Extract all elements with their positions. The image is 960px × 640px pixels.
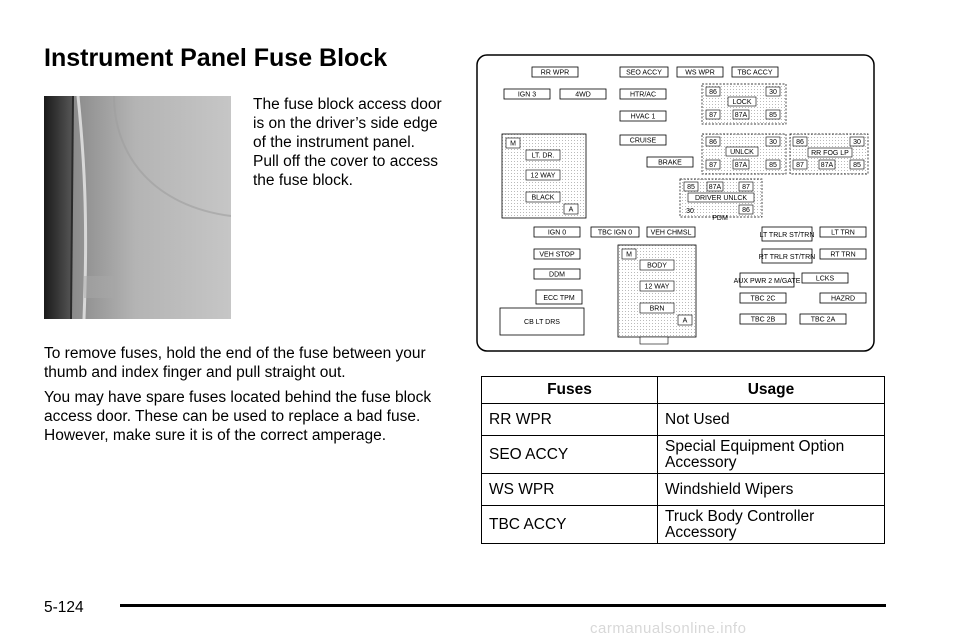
- fuse-lcks: [802, 273, 848, 283]
- table-row: [482, 506, 885, 544]
- svg-text:HVAC 1: HVAC 1: [630, 113, 656, 121]
- intro-paragraph: The fuse block access door is on the driver’s side edge of the instrument panel. Pull off the cover to access the fuse block.: [253, 96, 442, 189]
- svg-text:M: M: [510, 140, 516, 148]
- table-row: [482, 436, 885, 474]
- fuse-hazrd: [820, 293, 866, 303]
- svg-text:BODY: BODY: [647, 262, 667, 270]
- fuse-ign-0: [534, 227, 580, 237]
- fuse-ecc-tpm: [536, 290, 582, 304]
- fuse-cell: TBC ACCY: [482, 506, 658, 544]
- svg-text:TBC 2B: TBC 2B: [750, 316, 776, 324]
- fuse-tbc-2b: [740, 314, 786, 324]
- usage-cell: Windshield Wipers: [658, 474, 885, 506]
- fuse-rr-wpr: [532, 67, 578, 77]
- fuse-veh-stop: [534, 249, 580, 259]
- fuse-cell: RR WPR: [482, 404, 658, 436]
- svg-text:86: 86: [796, 139, 804, 146]
- svg-text:LT TRN: LT TRN: [831, 229, 855, 237]
- fuse-hvac-1: [620, 111, 666, 121]
- svg-text:WS WPR: WS WPR: [685, 69, 715, 77]
- svg-text:4WD: 4WD: [575, 91, 591, 99]
- svg-text:RR WPR: RR WPR: [540, 69, 570, 77]
- svg-text:ECC TPM: ECC TPM: [543, 295, 575, 302]
- svg-text:87: 87: [742, 184, 750, 191]
- svg-text:UNLCK: UNLCK: [730, 149, 754, 156]
- svg-text:CB LT DRS: CB LT DRS: [524, 319, 560, 326]
- svg-text:PDM: PDM: [712, 215, 728, 222]
- svg-text:87A: 87A: [734, 162, 748, 169]
- fuse-block-door-photo: [44, 96, 231, 319]
- svg-text:TBC 2A: TBC 2A: [810, 316, 836, 324]
- page-number: 5-124: [44, 599, 84, 616]
- column-header-usage: Usage: [658, 377, 885, 404]
- svg-text:BLACK: BLACK: [531, 194, 555, 202]
- fuse-ws-wpr: [677, 67, 723, 77]
- fuse-tbc-2a: [800, 314, 846, 324]
- fuse-tbc-2c: [740, 293, 786, 303]
- relay-driver-unlck-pdm: [680, 179, 762, 222]
- svg-text:30: 30: [686, 208, 694, 215]
- svg-text:86: 86: [709, 139, 717, 146]
- fuse-ddm: [534, 269, 580, 279]
- svg-text:HTR/AC: HTR/AC: [629, 91, 657, 99]
- fuse-ign-3: [504, 89, 550, 99]
- svg-text:DDM: DDM: [549, 271, 565, 279]
- svg-text:HAZRD: HAZRD: [830, 295, 856, 303]
- svg-text:LOCK: LOCK: [732, 99, 752, 106]
- fuse-block-diagram: [474, 52, 877, 354]
- svg-text:85: 85: [687, 184, 695, 191]
- table-header-row: [482, 377, 885, 404]
- fuse-tbc-ign-0: [591, 227, 639, 237]
- remove-fuses-paragraph: To remove fuses, hold the end of the fuse between your thumb and index finger and pull straight out.: [44, 345, 426, 381]
- svg-text:86: 86: [709, 89, 717, 96]
- svg-text:LT TRLR ST/TRN: LT TRLR ST/TRN: [759, 232, 815, 239]
- svg-text:30: 30: [769, 89, 777, 96]
- svg-text:AUX PWR 2 M/GATE: AUX PWR 2 M/GATE: [733, 278, 801, 285]
- svg-text:87A: 87A: [820, 162, 834, 169]
- svg-text:TBC ACCY: TBC ACCY: [737, 69, 773, 77]
- page-title: Instrument Panel Fuse Block: [44, 44, 388, 72]
- circuit-breaker-block-1: [502, 134, 586, 218]
- svg-text:A: A: [682, 317, 688, 325]
- svg-text:12 WAY: 12 WAY: [530, 172, 556, 180]
- fuse-lt-trlr-st-trn: [760, 227, 815, 241]
- relay-unlck: [702, 134, 786, 174]
- fuse-aux-pwr-2-m-gate: [734, 273, 801, 287]
- table-row: [482, 404, 885, 436]
- table-row: [482, 474, 885, 506]
- fuse-rt-trlr-st-trn: [759, 249, 815, 263]
- svg-text:M: M: [626, 251, 632, 259]
- svg-text:DRIVER UNLCK: DRIVER UNLCK: [694, 195, 748, 202]
- svg-text:VEH CHMSL: VEH CHMSL: [650, 229, 692, 237]
- svg-text:85: 85: [853, 162, 861, 169]
- footer-rule: [120, 604, 886, 607]
- relay-lock: [702, 84, 786, 124]
- svg-text:86: 86: [742, 207, 750, 214]
- usage-cell: Truck Body Controller Accessory: [658, 506, 885, 544]
- svg-text:BRAKE: BRAKE: [658, 159, 682, 167]
- column-header-fuses: Fuses: [482, 377, 658, 404]
- svg-text:VEH STOP: VEH STOP: [539, 251, 575, 259]
- fuse-rt-trn: [820, 249, 866, 259]
- svg-text:30: 30: [769, 139, 777, 146]
- relay-rr-fog-lp: [790, 134, 868, 174]
- svg-text:87: 87: [709, 162, 717, 169]
- watermark: carmanualsonline.info: [590, 620, 747, 637]
- svg-text:85: 85: [769, 112, 777, 119]
- svg-text:IGN 3: IGN 3: [517, 91, 537, 99]
- svg-text:87A: 87A: [708, 184, 722, 191]
- svg-text:CRUISE: CRUISE: [629, 137, 657, 145]
- svg-text:LT. DR.: LT. DR.: [531, 152, 555, 160]
- door-photo-illustration: [44, 96, 231, 319]
- fuse-seo-accy: [620, 67, 668, 77]
- usage-cell: Special Equipment Option Accessory: [658, 436, 885, 474]
- svg-text:85: 85: [769, 162, 777, 169]
- fuse-cb-lt-drs: [500, 308, 584, 335]
- svg-text:RR FOG LP: RR FOG LP: [811, 150, 849, 157]
- fuse-brake: [647, 157, 693, 167]
- fuse-usage-table: [481, 376, 885, 544]
- svg-text:30: 30: [853, 139, 861, 146]
- fuse-cruise: [620, 135, 666, 145]
- svg-text:87: 87: [709, 112, 717, 119]
- fuse-htr-ac: [620, 89, 666, 99]
- svg-text:87: 87: [796, 162, 804, 169]
- svg-text:TBC IGN 0: TBC IGN 0: [597, 229, 633, 237]
- circuit-breaker-block-2: [618, 245, 696, 344]
- svg-text:A: A: [568, 206, 574, 214]
- fuse-cell: SEO ACCY: [482, 436, 658, 474]
- svg-text:87A: 87A: [734, 112, 748, 119]
- svg-text:TBC 2C: TBC 2C: [750, 295, 776, 303]
- svg-text:RT TRLR ST/TRN: RT TRLR ST/TRN: [758, 254, 816, 261]
- fuse-4wd: [560, 89, 606, 99]
- svg-text:SEO ACCY: SEO ACCY: [626, 69, 662, 77]
- svg-text:12 WAY: 12 WAY: [644, 283, 670, 291]
- svg-text:IGN 0: IGN 0: [547, 229, 567, 237]
- fuse-veh-chmsl: [647, 227, 695, 237]
- fuse-tbc-accy: [732, 67, 778, 77]
- usage-cell: Not Used: [658, 404, 885, 436]
- fuse-cell: WS WPR: [482, 474, 658, 506]
- fuse-lt-trn: [820, 227, 866, 237]
- svg-text:RT TRN: RT TRN: [830, 251, 856, 259]
- svg-text:BRN: BRN: [649, 305, 665, 313]
- spare-fuses-paragraph: You may have spare fuses located behind the fuse block access door. These can be used to replace a bad fuse. However, make sure it is of the correct amperage.: [44, 389, 432, 444]
- svg-text:LCKS: LCKS: [815, 275, 835, 283]
